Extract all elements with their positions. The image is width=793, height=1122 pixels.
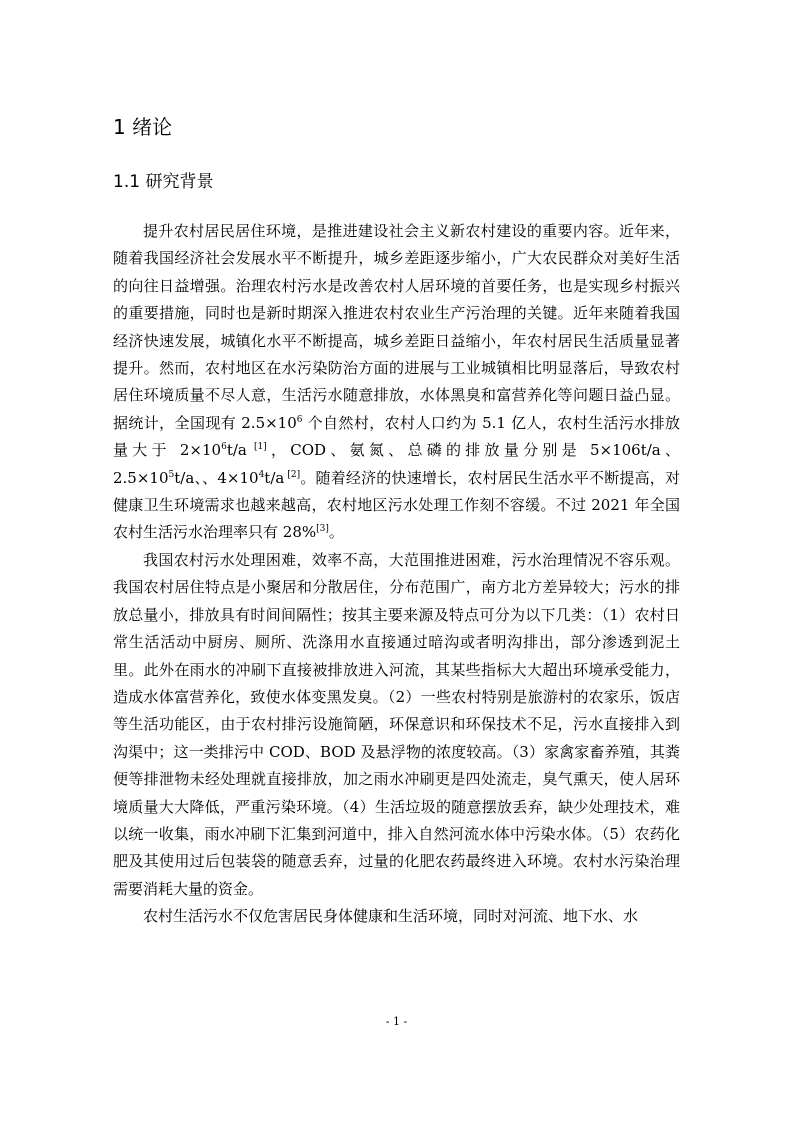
text-run: 农村生活污水不仅危害居民身体健康和生活环境，同时对河流、地下水、水 bbox=[143, 907, 639, 926]
text-run: t/a bbox=[264, 468, 285, 487]
paragraph bbox=[113, 903, 680, 930]
superscript: 4 bbox=[258, 469, 265, 480]
page-number: - 1 - bbox=[385, 1015, 408, 1028]
text-run: t/a bbox=[226, 441, 247, 460]
superscript: 6 bbox=[221, 442, 227, 453]
chapter-heading: 1 绪论 bbox=[113, 115, 173, 139]
superscript: [1] bbox=[246, 442, 267, 453]
superscript: 6 bbox=[296, 414, 303, 425]
text-run: 我国农村污水处理困难，效率不高，大范围推进困难，污水治理情况不容乐观。我国农村居住特点是小聚居和分散居住，分布范围广，南方北方差异较大；污水的排放总量小，排放具有时间间隔性；按其主要来源及特点可分为以下几类：（1）农村日常生活活动中厨房、厕所、洗涤用水直接通过暗沟或者明沟排出，部分渗透到泥土里。此外在雨水的冲刷下直接被排放进入河流，其某些指标大大超出环境承受能力，造成水体富营养化，致使水体变黑发臭。（2）一些农村特别是旅游村的农家乐，饭店等生活功能区，由于农村排污设施简陋，环保意识和环保技术不足，污水直接排入到沟渠中；这一类排污中 COD、BOD 及悬浮物的浓度较高。（3）家禽家畜养殖，其粪便等排泄物未经处理就直接排放，加之雨水冲刷更是四处流走，臭气熏天，使人居环境质量大大降低，严重污染环境。（4）生活垃圾的随意摆放丢弃，缺少处理技术，难以统一收集，雨水冲刷下汇集到河道中，排入自然河流水体中污染水体。（5）农药化肥及其使用过后包装袋的随意丢弃，过量的化肥农药最终进入环境。农村水污染治理需要消耗大量的资金。 bbox=[113, 550, 680, 898]
paragraph bbox=[113, 218, 680, 547]
text-run: 。 bbox=[328, 523, 344, 542]
text-run: 。随着经济的快速增长，农村居民生活水平不断提高，对健康卫生环境需求也越来越高，农村地区污水处理工作刻不容缓。不过 2021 年全国农村生活污水治理率只有 28% bbox=[113, 468, 680, 542]
paragraph bbox=[113, 547, 680, 903]
text-run: t/a、、4×10 bbox=[174, 468, 259, 487]
section-heading: 1.1 研究背景 bbox=[113, 172, 214, 192]
text-run: 提升农村居民居住环境，是推进建设社会主义新农村建设的重要内容。近年来，随着我国经济社会发展水平不断提升，城乡差距逐步缩小，广大农民群众对美好生活的向往日益增强。治理农村污水是改善农村人居环境的首要任务，也是实现乡村振兴的重要措施，同时也是新时期深入推进农村农业生产污治理的关键。近年来随着我国经济快速发展，城镇化水平不断提高，城乡差距日益缩小，年农村居民生活质量显著提升。然而，农村地区在水污染防治方面的进展与工业城镇相比明显落后，导致农村居住环境质量不尽人意，生活污水随意排放，水体黑臭和富营养化等问题日益凸显。据统计，全国现有 2.5×10 bbox=[113, 222, 680, 432]
text-run: 个自然村，农村人口约为 5.1 亿人，农村生活污水排放量大于 2×10 bbox=[113, 413, 680, 460]
superscript: 5 bbox=[168, 469, 175, 480]
superscript: [3] bbox=[316, 524, 329, 535]
body-text bbox=[113, 218, 680, 931]
superscript: [2] bbox=[284, 469, 301, 480]
text-run: ，COD、氨氮、总磷的排放量分别是 5×106t/a、2.5×10 bbox=[113, 441, 681, 487]
